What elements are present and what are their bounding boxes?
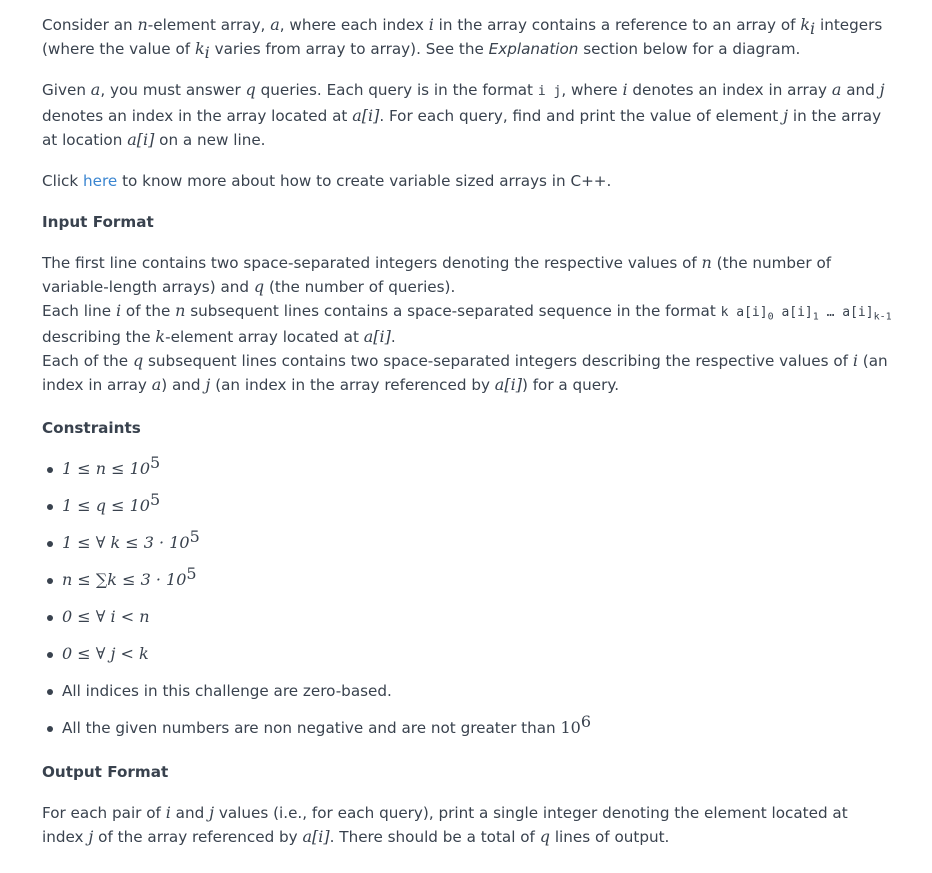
constraint-exponent: 6 xyxy=(580,711,592,731)
constraint-item xyxy=(62,605,892,629)
constraint-math: 1 ≤ n ≤ 10 xyxy=(62,459,150,478)
text: Given xyxy=(42,81,91,99)
input-line-1 xyxy=(42,251,892,299)
text: in the array at location xyxy=(42,107,882,149)
text: (an index in array xyxy=(42,352,888,394)
text: , where each index xyxy=(279,16,429,34)
math-j: j xyxy=(88,827,94,846)
here-link[interactable]: here xyxy=(83,172,118,190)
code-part: a[i] xyxy=(773,305,813,320)
constraint-math: 10 xyxy=(560,718,581,737)
constraint-item xyxy=(62,711,892,740)
intro-paragraph xyxy=(42,13,892,61)
math-a: a xyxy=(831,80,842,99)
constraint-item xyxy=(62,642,892,666)
constraint-text: All the given numbers are non negative and are not greater than xyxy=(62,719,561,737)
code-sub: 0 xyxy=(767,311,774,323)
math-q: q xyxy=(539,827,550,846)
text: , you must answer xyxy=(100,81,246,99)
constraint-item xyxy=(62,526,892,555)
constraint-math: n ≤ ∑k ≤ 3 · 10 xyxy=(62,570,187,589)
text: denotes an index in array xyxy=(627,81,832,99)
math-n: n xyxy=(137,15,148,34)
math-j: j xyxy=(879,80,885,99)
code-part: … a[i] xyxy=(818,305,874,320)
text: lines of output. xyxy=(550,828,670,846)
output-format-heading: Output Format xyxy=(42,763,169,781)
constraint-item xyxy=(62,679,892,703)
text: denotes an index in the array located at xyxy=(42,107,353,125)
math-q: q xyxy=(132,351,144,370)
constraints-list xyxy=(42,452,892,740)
math-i: i xyxy=(115,301,122,320)
math-k: k xyxy=(800,15,811,34)
constraints-heading: Constraints xyxy=(42,419,141,437)
code-sub: k-1 xyxy=(873,311,892,323)
constraint-exponent: 5 xyxy=(149,489,161,509)
text: Consider an xyxy=(42,16,138,34)
text: queries. Each query is in the format xyxy=(255,81,538,99)
text: . There should be a total of xyxy=(329,828,540,846)
math-a: a xyxy=(90,80,101,99)
query-paragraph xyxy=(42,78,892,152)
math-j: j xyxy=(209,803,215,822)
text: integers (where the value of xyxy=(42,16,883,58)
math-a-i: a[i] xyxy=(302,827,330,846)
text: and xyxy=(841,81,880,99)
output-format-body xyxy=(42,801,892,849)
text: section below for a diagram. xyxy=(578,40,801,58)
math-a-i: a[i] xyxy=(363,327,391,346)
math-j: j xyxy=(205,375,211,394)
math-k: k xyxy=(155,327,166,346)
text: values (i.e., for each query), print a single integer denoting the element located at index xyxy=(42,804,848,846)
text: (the number of queries). xyxy=(264,278,456,296)
text: Each of the xyxy=(42,352,133,370)
math-a: a xyxy=(270,15,280,34)
text: , where xyxy=(561,81,623,99)
constraint-math: 1 ≤ q ≤ 10 xyxy=(62,496,150,515)
text: -element array located at xyxy=(165,328,364,346)
constraint-item xyxy=(62,452,892,481)
text: of the array referenced by xyxy=(93,828,303,846)
text: varies from array to array). See the xyxy=(209,40,489,58)
text: of the xyxy=(121,302,176,320)
constraint-item xyxy=(62,563,892,592)
explanation-ref: Explanation xyxy=(488,40,579,58)
text: ) and xyxy=(161,376,206,394)
input-line-2 xyxy=(42,299,892,349)
text: Click xyxy=(42,172,84,190)
text: on a new line. xyxy=(154,131,266,149)
text: in the array contains a reference to an array of xyxy=(433,16,801,34)
math-q: q xyxy=(245,80,256,99)
math-k: k xyxy=(194,39,205,58)
inline-code: i j xyxy=(537,84,562,99)
text: Each line xyxy=(42,302,116,320)
constraint-exponent: 5 xyxy=(186,563,197,583)
input-format-body xyxy=(42,251,892,397)
constraint-math: 0 ≤ ∀ i < n xyxy=(62,607,150,626)
constraint-math: 0 ≤ ∀ j < k xyxy=(62,644,149,663)
text: ) for a query. xyxy=(521,376,620,394)
constraint-item xyxy=(62,489,892,518)
text: . For each query, find and print the value of element xyxy=(379,107,784,125)
constraint-text: All indices in this challenge are zero-based. xyxy=(62,682,392,700)
text: . xyxy=(390,328,396,346)
math-a-i: a[i] xyxy=(494,375,522,394)
math-i: i xyxy=(622,80,628,99)
link-paragraph xyxy=(42,169,892,193)
text: subsequent lines contains a space-separated sequence in the format xyxy=(185,302,721,320)
text: For each pair of xyxy=(42,804,166,822)
text: and xyxy=(170,804,210,822)
math-i: i xyxy=(165,803,171,822)
format-code xyxy=(720,305,892,323)
math-a: a xyxy=(151,375,162,394)
constraint-exponent: 5 xyxy=(189,526,200,546)
code-sub: 1 xyxy=(812,311,819,323)
math-sub-i: i xyxy=(204,43,210,63)
text: (the number of variable-length arrays) and xyxy=(42,254,832,296)
constraint-math: 1 ≤ ∀ k ≤ 3 · 10 xyxy=(62,533,190,552)
math-i: i xyxy=(428,15,434,34)
code-part: k a[i] xyxy=(720,305,768,320)
math-n: n xyxy=(175,301,186,320)
text: The first line contains two space-separated integers denoting the respective values of xyxy=(42,254,702,272)
math-a-i: a[i] xyxy=(127,130,155,149)
constraint-exponent: 5 xyxy=(150,452,161,472)
text: (an index in the array referenced by xyxy=(210,376,495,394)
math-j: j xyxy=(783,106,789,125)
math-n: n xyxy=(701,253,712,272)
math-q: q xyxy=(253,277,265,296)
text: -element array, xyxy=(147,16,271,34)
math-i: i xyxy=(852,351,858,370)
text: subsequent lines contains two space-separated integers describing the respective values of xyxy=(143,352,853,370)
input-line-3 xyxy=(42,349,892,397)
text: describing the xyxy=(42,328,156,346)
math-sub-i: i xyxy=(810,19,816,39)
math-a-i: a[i] xyxy=(352,106,380,125)
input-format-heading: Input Format xyxy=(42,213,154,231)
text: to know more about how to create variable sized arrays in C++. xyxy=(117,172,612,190)
